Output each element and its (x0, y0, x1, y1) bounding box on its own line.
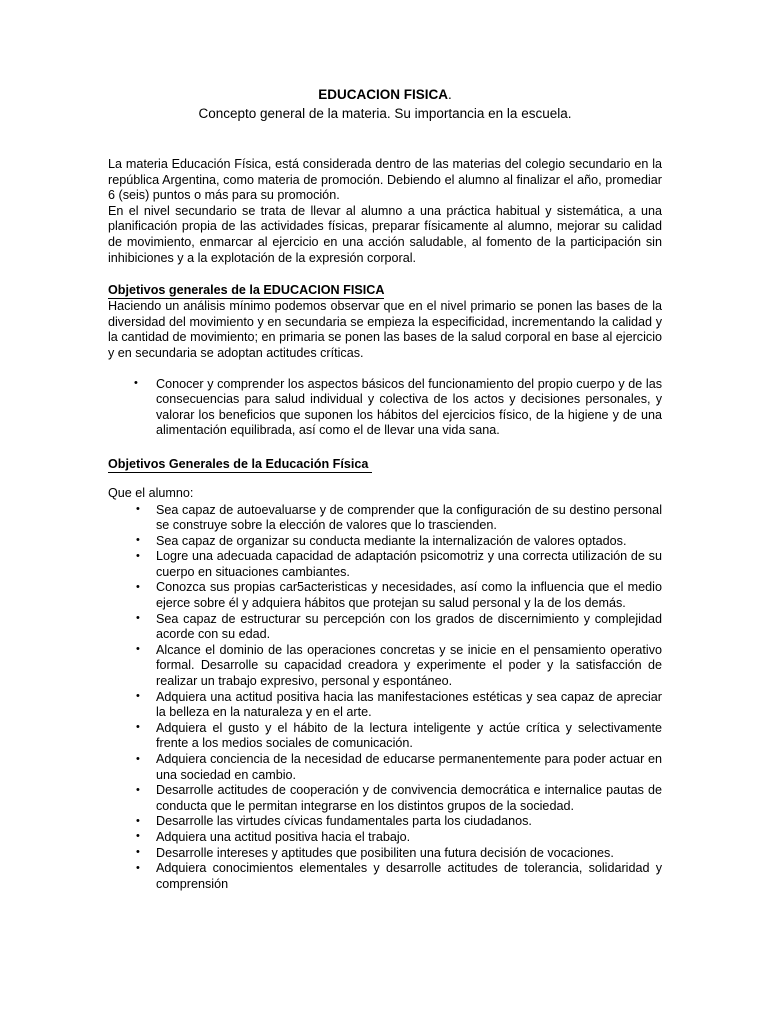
list-item: • Desarrolle intereses y aptitudes que posibiliten una futura decisión de vocaciones. (136, 846, 662, 862)
list-item: • Adquiera conciencia de la necesidad de educarse permanentemente para poder actuar en una sociedad en cambio. (136, 752, 662, 783)
list-item: • Adquiera una actitud positiva hacia el trabajo. (136, 830, 662, 846)
section-2-heading: Objetivos Generales de la Educación Física (108, 456, 372, 471)
page-subtitle: Concepto general de la materia. Su importancia en la escuela. (198, 106, 572, 121)
section-1-heading-wrap (108, 274, 662, 299)
intro-paragraph-1: La materia Educación Física, está considerada dentro de las materias del colegio secundario en la república Argentina, como materia de promoción. Debiendo el alumno al finalizar el año, promediar 6 (seis) puntos o más para su promoción. (108, 157, 662, 203)
list-item: • Sea capaz de autoevaluarse y de comprender que la configuración de su destino personal se construye sobre la elección de valores que lo trascienden. (136, 503, 662, 534)
section-1-heading: Objetivos generales de la EDUCACION FISICA (108, 283, 385, 298)
list-item: • Adquiera una actitud positiva hacia las manifestaciones estéticas y sea capaz de apreciar la belleza en la naturaleza y en el arte. (136, 690, 662, 721)
section-1-paragraph: Haciendo un análisis mínimo podemos observar que en el nivel primario se ponen las bases de la diversidad del movimiento y en secundaria se empieza la especificidad, incrementando la calidad y la cantidad de movimiento; en primaria se ponen las bases de la salud corporal en base al ejercicio y en secundaria se adoptan actitudes críticas. (108, 299, 662, 360)
list-item: • Adquiera conocimientos elementales y desarrolle actitudes de tolerancia, solidaridad y comprensión (136, 861, 662, 892)
list-item: • Adquiera el gusto y el hábito de la lectura inteligente y actúe crítica y selectivamente frente a los medios sociales de comunicación. (136, 721, 662, 752)
list-item: • Conocer y comprender los aspectos básicos del funcionamiento del propio cuerpo y de las consecuencias para salud individual y colectiva de los actos y decisiones personales, y valorar los beneficios que suponen los hábitos del ejercicios físico, de la higiene y de una alimentación equilibrada, así como el de llevar una vida sana. (134, 377, 662, 439)
list-item: • Sea capaz de estructurar su percepción con los grados de discernimiento y complejidad acorde con su edad. (136, 612, 662, 643)
page-title-period: . (448, 87, 452, 102)
list-item: • Sea capaz de organizar su conducta mediante la internalización de valores optados. (136, 534, 662, 550)
list-item: • Logre una adecuada capacidad de adaptación psicomotriz y una correcta utilización de su cuerpo en situaciones cambiantes. (136, 549, 662, 580)
section-2-bullet-list (136, 503, 662, 893)
page-title (108, 86, 662, 103)
list-item: • Desarrolle las virtudes cívicas fundamentales parta los ciudadanos. (136, 814, 662, 830)
page-title-text: EDUCACION FISICA (318, 87, 448, 102)
list-item: • Conozca sus propias car5acteristicas y necesidades, así como la influencia que el medio ejerce sobre él y adquiera hábitos que protejan su salud personal y la de los demás. (136, 580, 662, 611)
list-item: • Desarrolle actitudes de cooperación y de convivencia democrática e internalice pautas de conducta que le permitan integrarse en los distintos grupos de la sociedad. (136, 783, 662, 814)
section-1-bullet-list (134, 377, 662, 439)
section-2-heading-wrap (108, 448, 662, 473)
section-2-lead: Que el alumno: (108, 485, 194, 500)
intro-paragraph-2: En el nivel secundario se trata de llevar al alumno a una práctica habitual y sistemática, a una planificación propia de las actividades físicas, preparar físicamente al alumno, mejorar su calidad de movimiento, enmarcar al ejercicio en una acción saludable, al fomento de la participación sin inhibiciones y a la explotación de la expresión corporal. (108, 203, 662, 265)
list-item: • Alcance el dominio de las operaciones concretas y se inicie en el pensamiento operativo formal. Desarrolle su capacidad creadora y experimente el poder y la satisfacción de realizar un trabajo expresivo, personal y espontáneo. (136, 643, 662, 690)
